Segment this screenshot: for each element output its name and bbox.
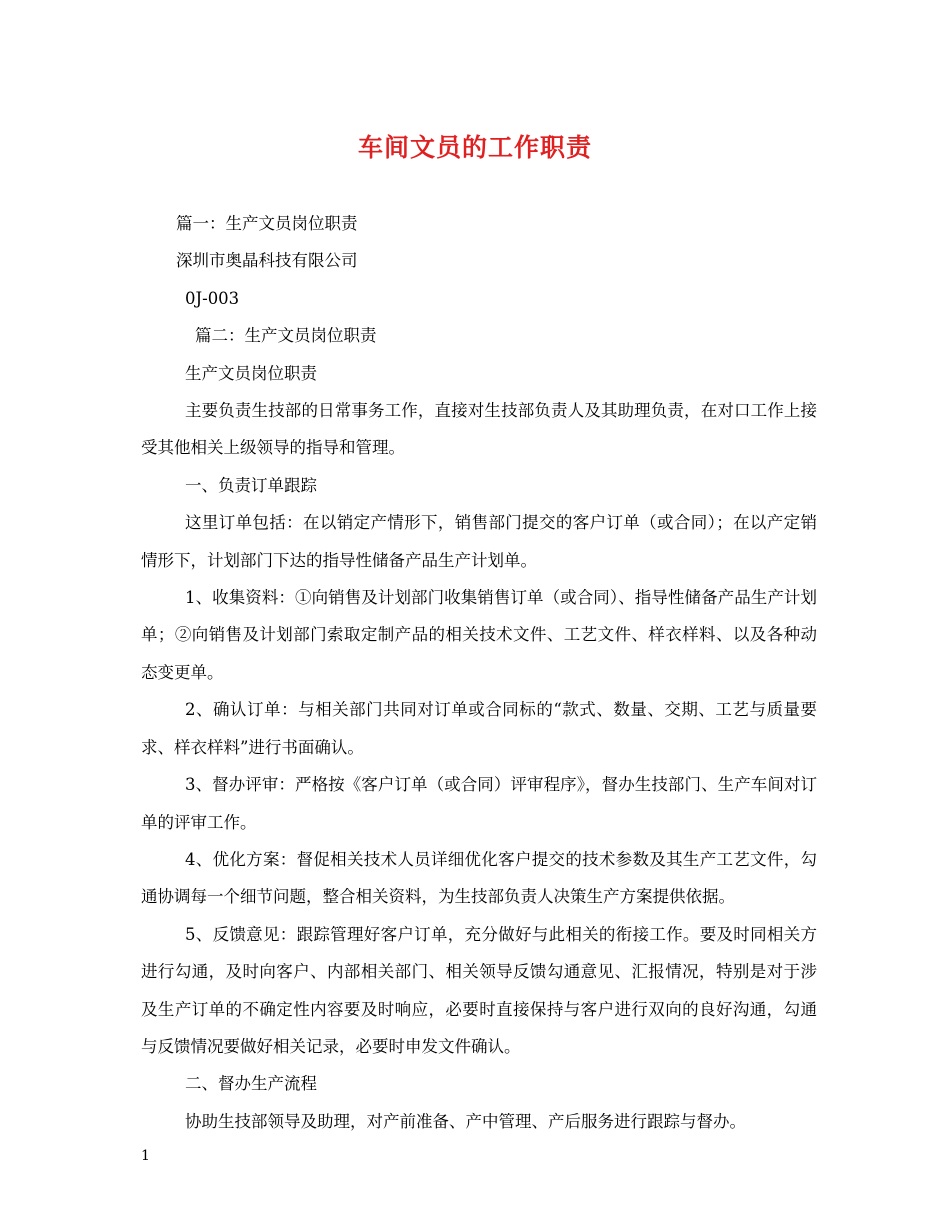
paragraph-confirm-order: 2、确认订单：与相关部门共同对订单或合同标的“款式、数量、交期、工艺与质量要求、样衣样料”进行书面确认。 (141, 700, 817, 757)
paragraph-review: 3、督办评审：严格按《客户订单（或合同）评审程序》，督办生技部门、生产车间对订单的评审工作。 (141, 775, 817, 832)
paragraph-feedback: 5、反馈意见：跟踪管理好客户订单，充分做好与此相关的衔接工作。要及时同相关方进行勾通，及时向客户、内部相关部门、相关领导反馈勾通意见、汇报情况，特别是对于涉及生产订单的不确定性内容要及时响应，必要时直接保持与客户进行双向的良好沟通，勾通与反馈情况要做好相关记录，必要时申发文件确认。 (141, 924, 817, 1056)
paragraph-intro: 主要负责生技部的日常事务工作，直接对生技部负责人及其助理负责，在对口工作上接受其他相关上级领导的指导和管理。 (141, 401, 817, 458)
document-title: 车间文员的工作职责 (357, 133, 592, 162)
document-code: 0J-003 (185, 288, 240, 308)
company-name: 深圳市奥晶科技有限公司 (176, 251, 358, 271)
paragraph-assist: 协助生技部领导及助理，对产前准备、产中管理、产后服务进行跟踪与督办。 (185, 1111, 746, 1131)
paragraph-collect-data: 1、收集资料：①向销售及计划部门收集销售订单（或合同）、指导性储备产品生产计划单；②向销售及计划部门索取定制产品的相关技术文件、工艺文件、样衣样料、以及各种动态变更单。 (141, 588, 817, 682)
document-body (141, 205, 817, 1140)
subsection-heading: 生产文员岗位职责 (185, 363, 317, 383)
heading-production-flow: 二、督办生产流程 (185, 1074, 317, 1094)
paragraph-optimize: 4、优化方案：督促相关技术人员详细优化客户提交的技术参数及其生产工艺文件，勾通协调每一个细节问题，整合相关资料，为生技部负责人决策生产方案提供依据。 (141, 849, 817, 907)
section-heading-2: 篇二：生产文员岗位职责 (195, 326, 377, 346)
section-heading-1: 篇一：生产文员岗位职责 (176, 214, 358, 233)
page-number: 1 (141, 1148, 150, 1164)
paragraph-order-definition: 这里订单包括：在以销定产情形下，销售部门提交的客户订单（或合同）；在以产定销情形下，计划部门下达的指导性储备产品生产计划单。 (141, 513, 817, 570)
heading-order-tracking: 一、负责订单跟踪 (185, 475, 317, 495)
